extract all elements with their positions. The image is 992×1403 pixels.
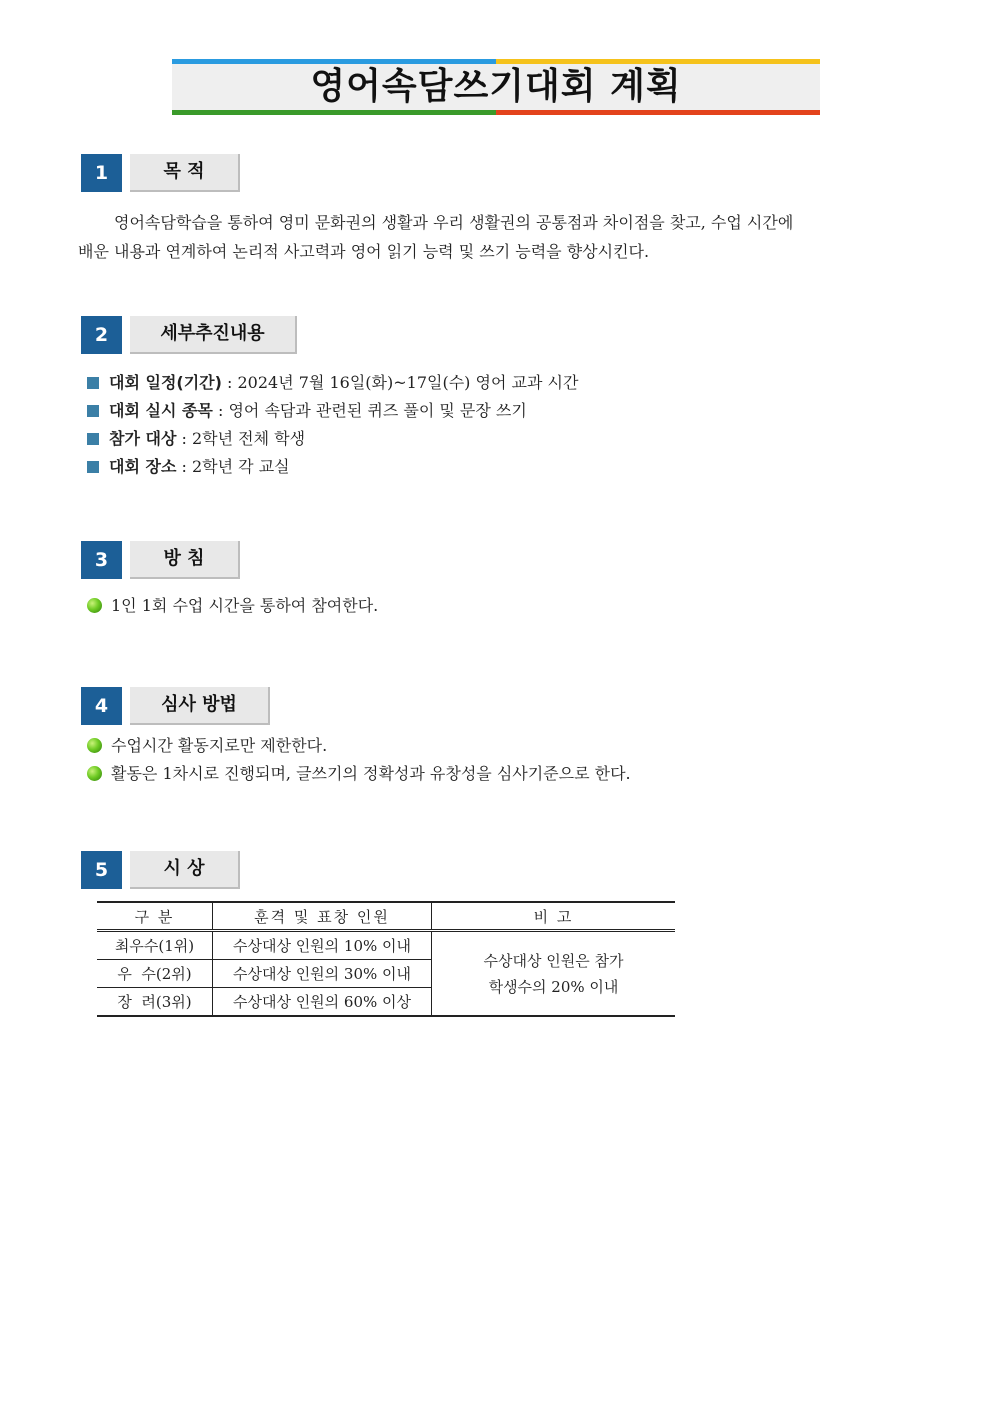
award-grade: 최우수(1위) [97, 931, 213, 960]
section-label: 방 침 [130, 541, 240, 579]
award-table [97, 901, 675, 1017]
column-header: 구 분 [97, 902, 213, 931]
purpose-line-1: 영어속담학습을 통하여 영미 문화권의 생활과 우리 생활권의 공통점과 차이점을 찾고, 수업 시간에 [114, 213, 794, 232]
purpose-paragraph [78, 208, 916, 266]
title-bar-green [172, 110, 496, 115]
green-dot-icon [87, 766, 102, 781]
green-dot-icon [87, 598, 102, 613]
purpose-line-2: 배운 내용과 연계하여 논리적 사고력과 영어 읽기 능력 및 쓰기 능력을 향상시킨다. [78, 242, 650, 261]
award-note: 수상대상 인원은 참가 학생수의 20% 이내 [432, 931, 676, 1017]
column-header: 훈격 및 표창 인원 [213, 902, 432, 931]
award-grade: 우 수(2위) [97, 960, 213, 988]
title-bar-red [496, 110, 820, 115]
award-count: 수상대상 인원의 30% 이내 [213, 960, 432, 988]
section-number: 4 [81, 687, 122, 725]
green-dot-icon [87, 738, 102, 753]
detail-item: 대회 실시 종목 : 영어 속담과 관련된 퀴즈 풀이 및 문장 쓰기 [87, 399, 527, 423]
table-row [97, 931, 675, 960]
award-count: 수상대상 인원의 10% 이내 [213, 931, 432, 960]
award-count: 수상대상 인원의 60% 이상 [213, 988, 432, 1017]
square-bullet-icon [87, 405, 99, 417]
column-header: 비 고 [432, 902, 676, 931]
section-number: 2 [81, 316, 122, 354]
detail-item: 대회 일정(기간) : 2024년 7월 16일(화)~17일(수) 영어 교과 시간 [87, 371, 578, 395]
section-number: 5 [81, 851, 122, 889]
section-number: 1 [81, 154, 122, 192]
policy-item: 1인 1회 수업 시간을 통하여 참여한다. [87, 594, 378, 618]
section-label: 세부추진내용 [130, 316, 297, 354]
section-label: 목 적 [130, 154, 240, 192]
award-grade: 장 려(3위) [97, 988, 213, 1017]
section-number: 3 [81, 541, 122, 579]
square-bullet-icon [87, 377, 99, 389]
judging-item: 활동은 1차시로 진행되며, 글쓰기의 정확성과 유창성을 심사기준으로 한다. [87, 762, 631, 786]
title-banner [172, 59, 820, 115]
detail-item: 대회 장소 : 2학년 각 교실 [87, 455, 290, 479]
square-bullet-icon [87, 461, 99, 473]
square-bullet-icon [87, 433, 99, 445]
table-header-row [97, 902, 675, 931]
section-label: 심사 방법 [130, 687, 270, 725]
page-title: 영어속담쓰기대회 계획 [310, 66, 682, 107]
judging-item: 수업시간 활동지로만 제한한다. [87, 734, 327, 758]
detail-item: 참가 대상 : 2학년 전체 학생 [87, 427, 305, 451]
section-label: 시 상 [130, 851, 240, 889]
